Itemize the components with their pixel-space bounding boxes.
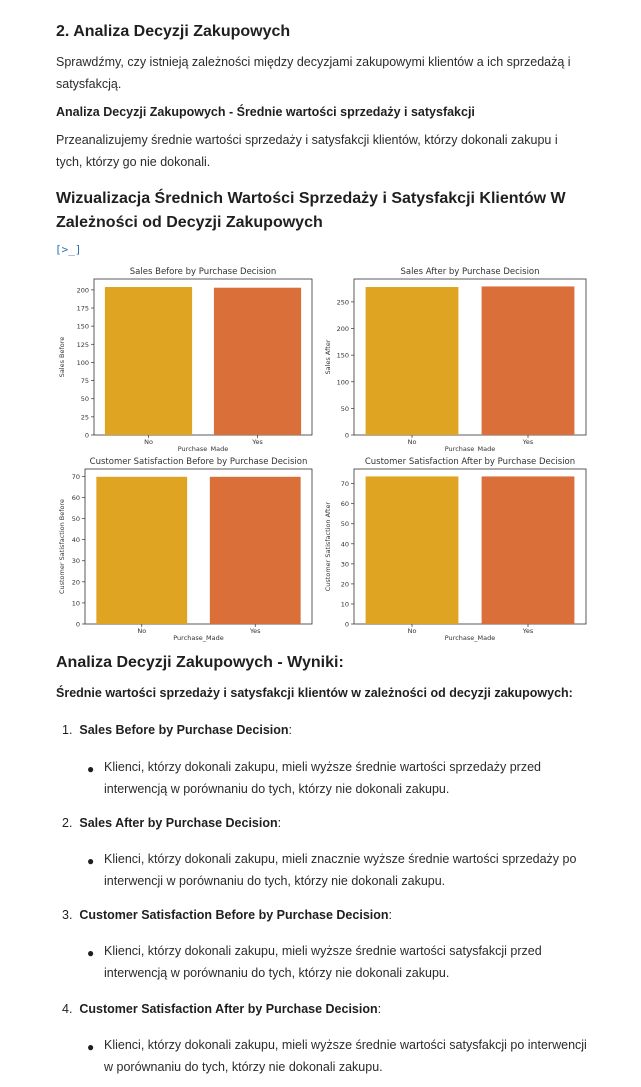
y-tick-label: 0	[344, 620, 349, 629]
y-tick-label: 20	[340, 580, 349, 589]
y-tick-label: 0	[84, 431, 89, 440]
results-subheading: Średnie wartości sprzedaży i satysfakcji klientów w zależności od decyzji zakupowych:	[56, 686, 573, 700]
y-tick-label: 0	[344, 431, 349, 440]
bar-yes	[482, 286, 575, 435]
y-tick-label: 0	[75, 620, 80, 629]
x-tick-label: Yes	[522, 438, 534, 446]
y-tick-label: 50	[80, 395, 89, 404]
result-item-4: 4. Customer Satisfaction After by Purchase Decision:	[62, 1002, 382, 1016]
result-item-3: 3. Customer Satisfaction Before by Purchase Decision:	[62, 908, 392, 922]
y-tick-label: 50	[71, 515, 80, 524]
chart-title: Sales Before by Purchase Decision	[129, 267, 277, 277]
bullet-dot: ●	[87, 762, 95, 776]
x-tick-label: No	[407, 438, 417, 446]
bullet-dot: ●	[87, 1040, 95, 1054]
y-tick-label: 25	[80, 413, 89, 422]
sub-heading: Analiza Decyzji Zakupowych - Średnie wartości sprzedaży i satysfakcji	[56, 105, 475, 119]
chart-title: Sales After by Purchase Decision	[400, 267, 540, 277]
result-text-3: Klienci, którzy dokonali zakupu, mieli wyższe średnie wartości satysfakcji przed interwencją w porównaniu do tych, którzy nie dokonali zakupu.	[104, 944, 542, 980]
x-axis-label: Purchase_Made	[444, 445, 496, 452]
bar-no	[366, 476, 459, 624]
y-tick-label: 30	[340, 560, 349, 569]
chart-title: Customer Satisfaction Before by Purchase Decision	[89, 457, 308, 467]
y-tick-label: 60	[71, 493, 80, 502]
bar-yes	[482, 476, 575, 624]
y-tick-label: 50	[340, 404, 349, 413]
x-tick-label: Yes	[250, 627, 261, 635]
y-tick-label: 20	[71, 578, 80, 587]
x-axis-label: Purchase_Made	[177, 445, 229, 452]
result-text-2: Klienci, którzy dokonali zakupu, mieli znacznie wyższe średnie wartości sprzedaży po interwencji w porównaniu do tych, którzy nie dokonali zakupu.	[104, 852, 577, 888]
y-tick-label: 150	[336, 351, 349, 360]
section-title: 2. Analiza Decyzji Zakupowych	[56, 23, 291, 40]
result-item-2: 2. Sales After by Purchase Decision:	[62, 816, 282, 830]
bar-yes	[210, 477, 301, 624]
y-tick-label: 75	[80, 377, 89, 386]
y-axis-label: Sales Before	[58, 336, 66, 378]
result-item-1: 1. Sales Before by Purchase Decision:	[62, 723, 292, 737]
y-tick-label: 70	[340, 480, 349, 489]
y-tick-label: 150	[76, 322, 89, 331]
chart-satisfaction-after	[322, 452, 590, 642]
y-tick-label: 60	[340, 500, 349, 509]
y-tick-label: 200	[336, 325, 349, 334]
y-axis-label: Sales After	[324, 339, 332, 375]
x-tick-label: Yes	[522, 627, 534, 635]
result-text-4: Klienci, którzy dokonali zakupu, mieli wyższe średnie wartości satysfakcji po interwencji w porównaniu do tych, którzy nie dokonali zakupu.	[104, 1038, 587, 1074]
y-tick-label: 10	[340, 600, 349, 609]
chart-title: Customer Satisfaction After by Purchase Decision	[364, 457, 576, 467]
chart-satisfaction-before	[56, 452, 324, 642]
chart-sales-before	[56, 262, 324, 452]
y-tick-label: 250	[336, 298, 349, 307]
y-tick-label: 125	[76, 340, 89, 349]
bar-no	[105, 287, 192, 435]
y-tick-label: 200	[76, 286, 89, 295]
bar-no	[366, 287, 459, 435]
result-text-1: Klienci, którzy dokonali zakupu, mieli wyższe średnie wartości sprzedaży przed interwencją w porównaniu do tych, którzy nie dokonali zakupu.	[104, 760, 541, 796]
x-axis-label: Purchase_Made	[444, 634, 496, 642]
y-tick-label: 50	[340, 520, 349, 529]
x-tick-label: No	[137, 627, 147, 635]
x-tick-label: Yes	[252, 438, 263, 446]
code-interpreter-icon[interactable]: [>_]	[55, 243, 82, 256]
y-tick-label: 70	[71, 472, 80, 481]
bullet-dot: ●	[87, 854, 95, 868]
bar-no	[96, 477, 187, 624]
chart-sales-after	[322, 262, 590, 452]
x-tick-label: No	[407, 627, 417, 635]
y-tick-label: 40	[340, 540, 349, 549]
results-heading: Analiza Decyzji Zakupowych - Wyniki:	[56, 654, 344, 671]
y-tick-label: 100	[76, 358, 89, 367]
viz-heading: Wizualizacja Średnich Wartości Sprzedaży i Satysfakcji Klientów W Zależności od Decyzji Zakupowych	[56, 190, 566, 231]
sub-text: Przeanalizujemy średnie wartości sprzedaży i satysfakcji klientów, którzy dokonali zakupu i tych, którzy go nie dokonali.	[56, 133, 558, 169]
x-axis-label: Purchase_Made	[173, 634, 224, 642]
y-axis-label: Customer Satisfaction After	[324, 501, 332, 592]
bar-yes	[214, 288, 301, 435]
intro-text: Sprawdźmy, czy istnieją zależności między decyzjami zakupowymi klientów a ich sprzedażą i satysfakcją.	[56, 55, 571, 91]
y-axis-label: Customer Satisfaction Before	[58, 498, 66, 595]
y-tick-label: 30	[71, 557, 80, 566]
y-tick-label: 100	[336, 378, 349, 387]
x-tick-label: No	[144, 438, 153, 446]
bullet-dot: ●	[87, 946, 95, 960]
y-tick-label: 40	[71, 536, 80, 545]
y-tick-label: 10	[71, 599, 80, 608]
y-tick-label: 175	[76, 304, 89, 313]
